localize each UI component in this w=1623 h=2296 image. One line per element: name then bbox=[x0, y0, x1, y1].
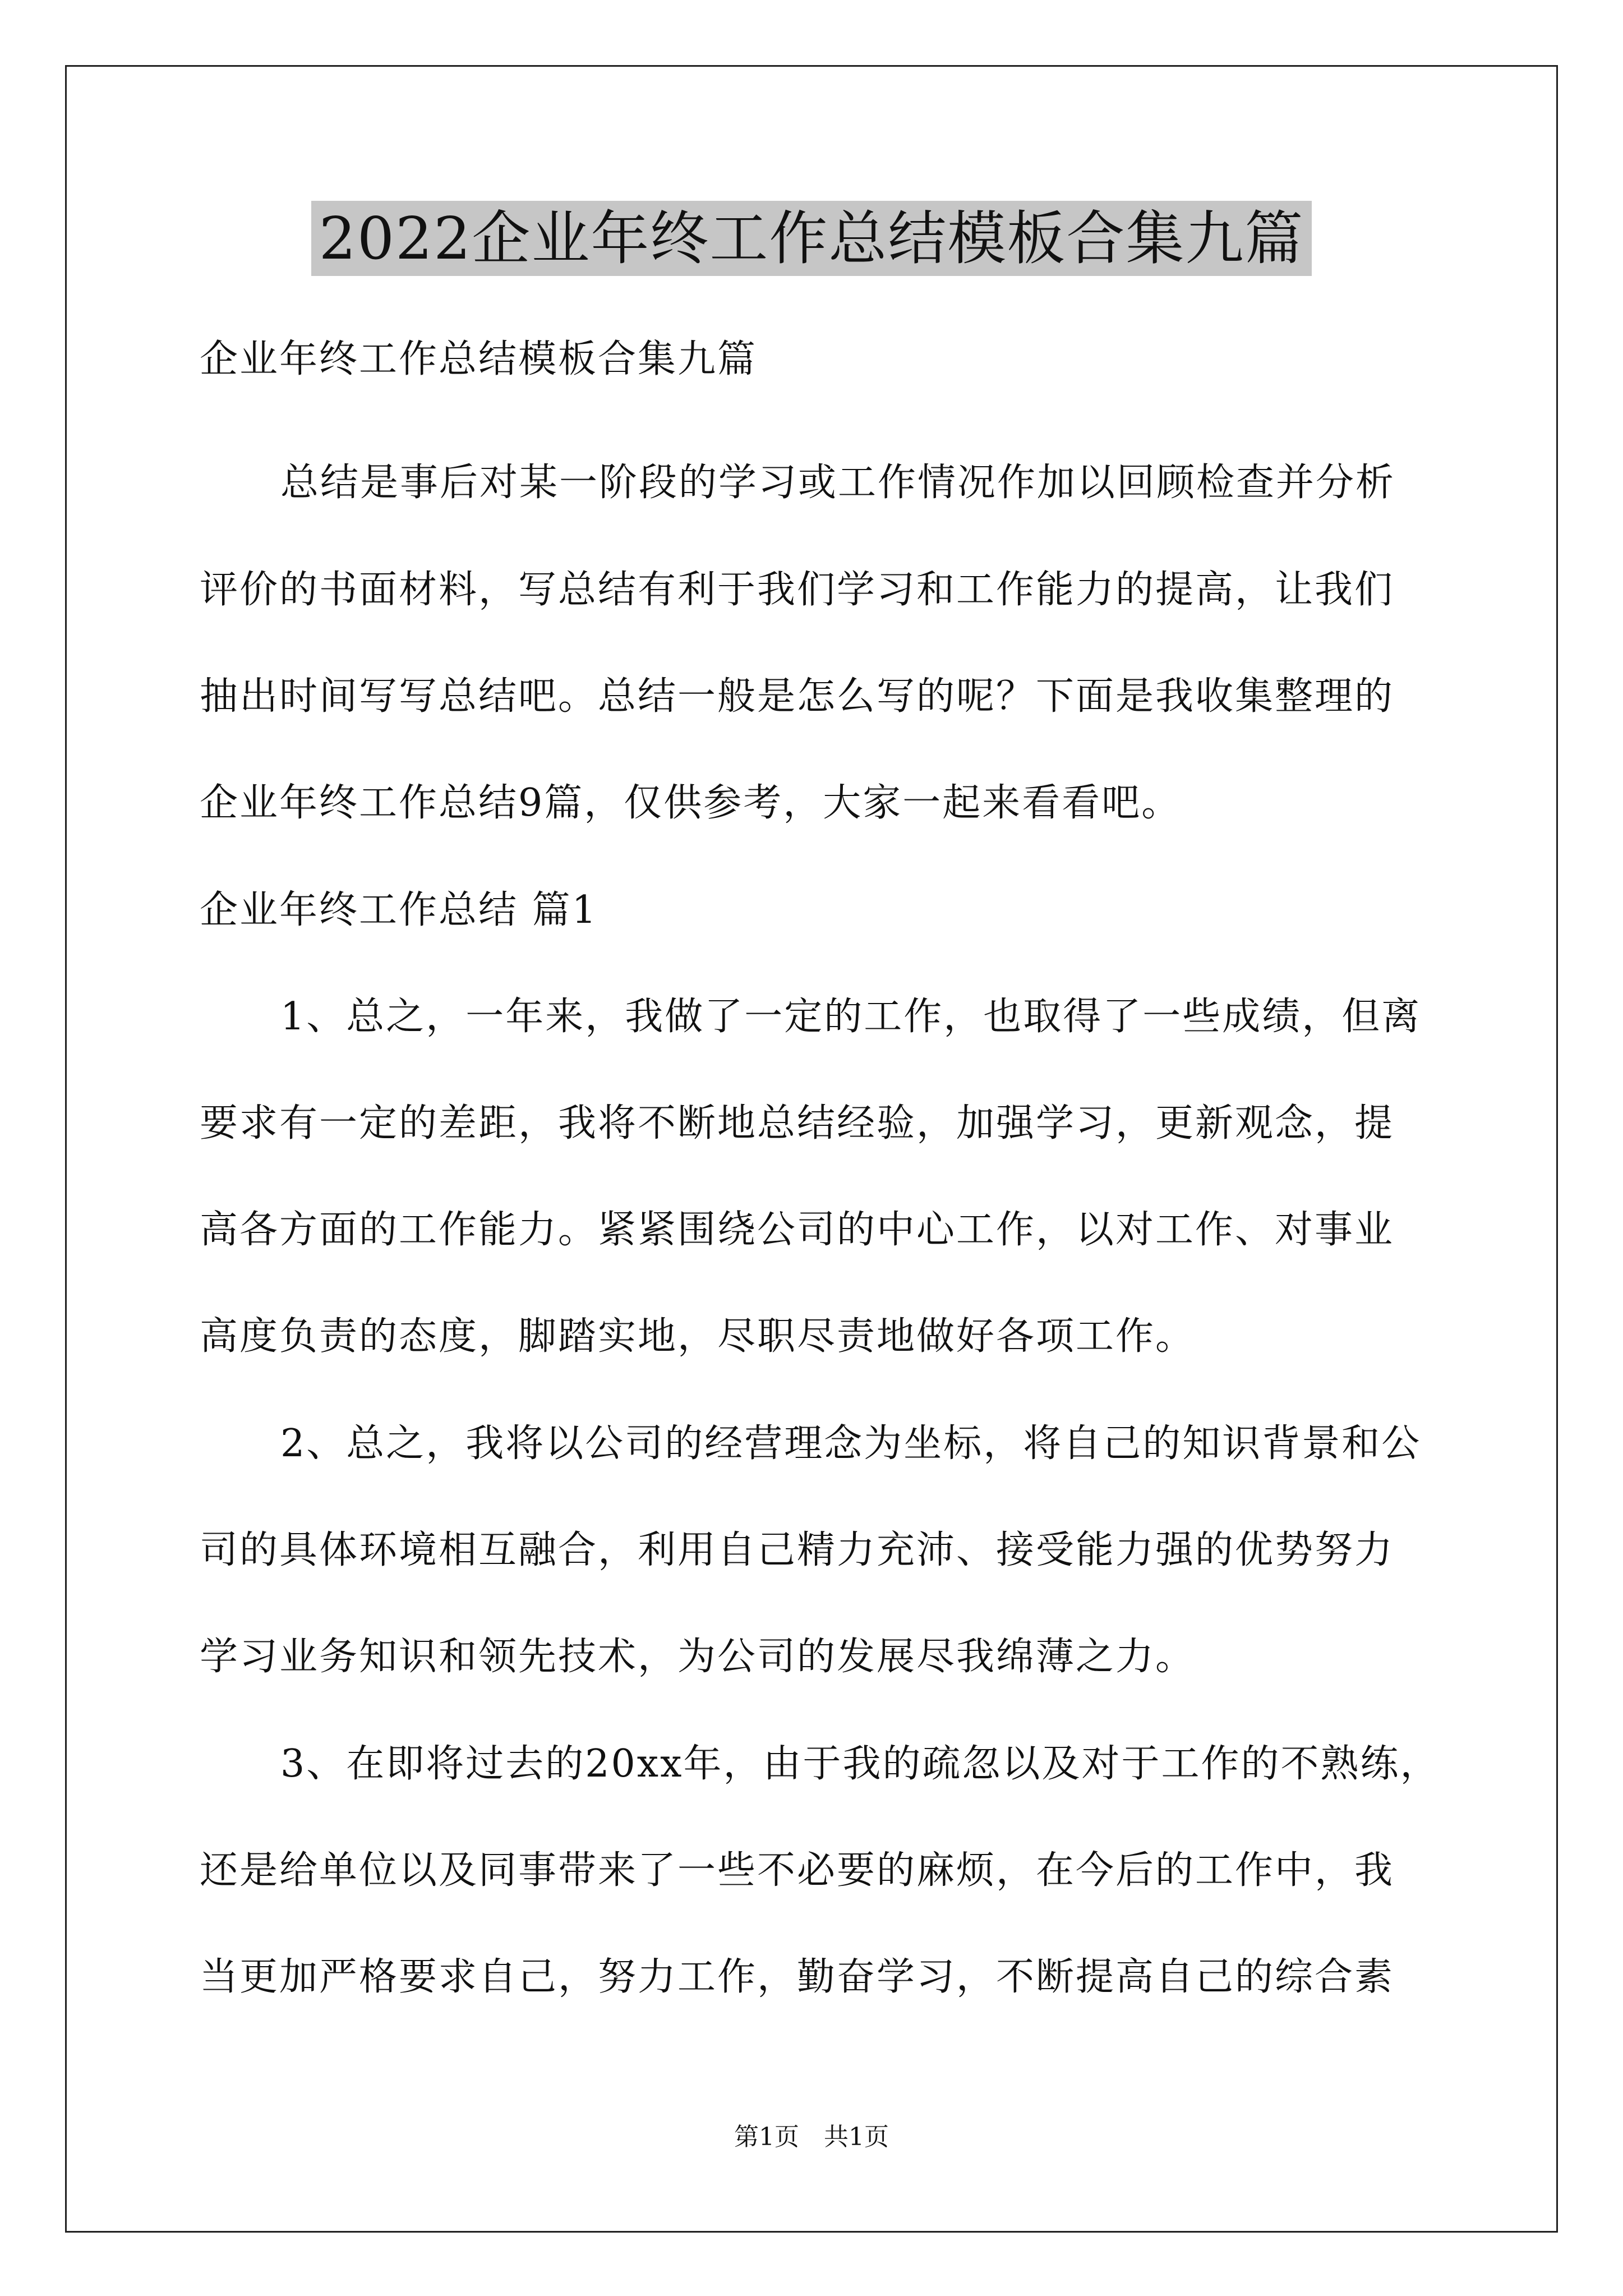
subtitle-line: 企业年终工作总结模板合集九篇 bbox=[200, 337, 758, 381]
paragraph-line: 1、总之，一年来，我做了一定的工作，也取得了一些成绩，但离 bbox=[280, 995, 1422, 1039]
section-heading: 企业年终工作总结 篇1 bbox=[200, 888, 598, 932]
paragraph-line: 抽出时间写写总结吧。总结一般是怎么写的呢？下面是我收集整理的 bbox=[200, 674, 1395, 719]
paragraph-line: 3、在即将过去的20xx年，由于我的疏忽以及对于工作的不熟练， bbox=[280, 1742, 1440, 1786]
paragraph-line: 司的具体环境相互融合，利用自己精力充沛、接受能力强的优势努力 bbox=[200, 1528, 1395, 1572]
paragraph-line: 高度负责的态度，脚踏实地，尽职尽责地做好各项工作。 bbox=[200, 1314, 1196, 1359]
page-border bbox=[65, 65, 1558, 2233]
paragraph-line: 总结是事后对某一阶段的学习或工作情况作加以回顾检查并分析 bbox=[280, 461, 1396, 505]
paragraph-line: 高各方面的工作能力。紧紧围绕公司的中心工作，以对工作、对事业 bbox=[200, 1208, 1395, 1252]
paragraph-line: 学习业务知识和领先技术，为公司的发展尽我绵薄之力。 bbox=[200, 1635, 1196, 1679]
paragraph-line: 2、总之，我将以公司的经营理念为坐标，将自己的知识背景和公 bbox=[280, 1421, 1422, 1466]
page-footer: 第1页 共1页 bbox=[734, 2123, 889, 2151]
paragraph-line: 要求有一定的差距，我将不断地总结经验，加强学习，更新观念，提 bbox=[200, 1101, 1395, 1145]
paragraph-line: 企业年终工作总结9篇，仅供参考，大家一起来看看吧。 bbox=[200, 781, 1182, 825]
paragraph-line: 评价的书面材料，写总结有利于我们学习和工作能力的提高，让我们 bbox=[200, 568, 1395, 612]
paragraph-line: 还是给单位以及同事带来了一些不必要的麻烦，在今后的工作中，我 bbox=[200, 1848, 1395, 1893]
document-title bbox=[0, 196, 1623, 280]
paragraph-line: 当更加严格要求自己，努力工作，勤奋学习，不断提高自己的综合素 bbox=[200, 1955, 1395, 1999]
document-title-text: 2022企业年终工作总结模板合集九篇 bbox=[311, 201, 1312, 276]
